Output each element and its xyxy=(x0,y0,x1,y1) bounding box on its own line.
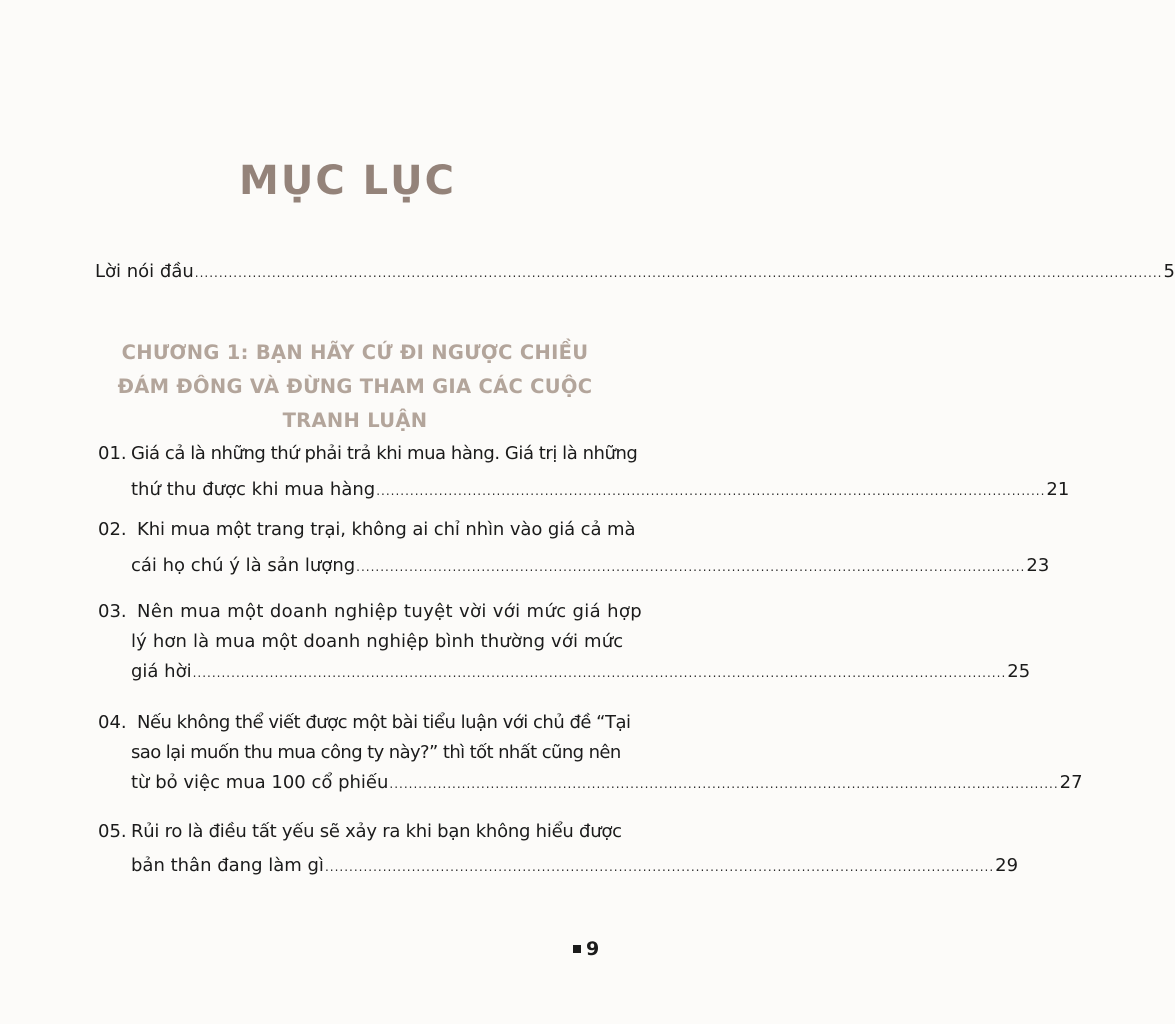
entry-page-number: 21 xyxy=(1046,479,1070,500)
entry-number: 04. xyxy=(98,712,127,733)
entry-number: 05. xyxy=(98,821,127,842)
entry-title-line: bản thân đang làm gì xyxy=(131,855,324,876)
toc-preface-label: Lời nói đầu xyxy=(95,261,194,282)
entry-last-line xyxy=(131,554,1050,579)
page-title: MỤC LỤC xyxy=(239,158,456,204)
entry-title-line: Nếu không thể viết được một bài tiểu luận với chủ đề “Tại xyxy=(137,712,631,733)
leader-dots: ........................................................................................................................................... xyxy=(376,484,1046,498)
leader-dots: ........................................................................................................................................... xyxy=(324,860,995,874)
leader-dots: ......................................................................................................................................................................................................... xyxy=(194,266,1163,280)
leader-dots: ........................................................................................................................................... xyxy=(389,777,1059,791)
entry-number: 02. xyxy=(98,519,127,540)
entry-page-number: 23 xyxy=(1026,555,1050,576)
entry-number: 03. xyxy=(98,601,127,622)
entry-page-number: 29 xyxy=(995,855,1019,876)
entry-last-line xyxy=(131,771,1083,796)
entry-title-line: sao lại muốn thu mua công ty này?” thì tốt nhất cũng nên xyxy=(131,742,621,763)
entry-page-number: 27 xyxy=(1059,772,1083,793)
entry-title-line: Khi mua một trang trại, không ai chỉ nhìn vào giá cả mà xyxy=(137,519,636,540)
entry-title-line: thứ thu được khi mua hàng xyxy=(131,479,376,500)
chapter-heading-line: TRANH LUẬN xyxy=(282,409,428,432)
entry-last-line xyxy=(131,854,1019,879)
toc-preface-page: 5 xyxy=(1163,261,1175,282)
entry-page-number: 25 xyxy=(1007,661,1031,682)
chapter-heading xyxy=(95,336,615,438)
chapter-heading-line: CHƯƠNG 1: BẠN HÃY CỨ ĐI NGƯỢC CHIỀU xyxy=(121,341,589,364)
entry-last-line xyxy=(131,660,1031,685)
leader-dots: ........................................................................................................................................... xyxy=(356,560,1026,574)
entry-title-line: Giá cả là những thứ phải trả khi mua hàng. Giá trị là những xyxy=(131,443,638,464)
square-bullet-icon xyxy=(573,945,581,953)
chapter-heading-line: ĐÁM ĐÔNG VÀ ĐỪNG THAM GIA CÁC CUỘC xyxy=(117,375,593,398)
entry-title-line: giá hời xyxy=(131,661,192,682)
entry-title-line: cái họ chú ý là sản lượng xyxy=(131,555,356,576)
entry-number: 01. xyxy=(98,443,127,464)
entry-title-line: Nên mua một doanh nghiệp tuyệt vời với mức giá hợp xyxy=(137,601,642,622)
page-number xyxy=(573,938,599,960)
toc-preface[interactable] xyxy=(95,260,1175,285)
entry-title-line: Rủi ro là điều tất yếu sẽ xảy ra khi bạn không hiểu được xyxy=(131,821,622,842)
entry-title-line: từ bỏ việc mua 100 cổ phiếu xyxy=(131,772,389,793)
page-number-value: 9 xyxy=(586,938,600,960)
entry-last-line xyxy=(131,478,1070,503)
entry-title-line: lý hơn là mua một doanh nghiệp bình thường với mức xyxy=(131,631,624,652)
leader-dots: ......................................................................................................................................................................... xyxy=(192,666,1007,680)
